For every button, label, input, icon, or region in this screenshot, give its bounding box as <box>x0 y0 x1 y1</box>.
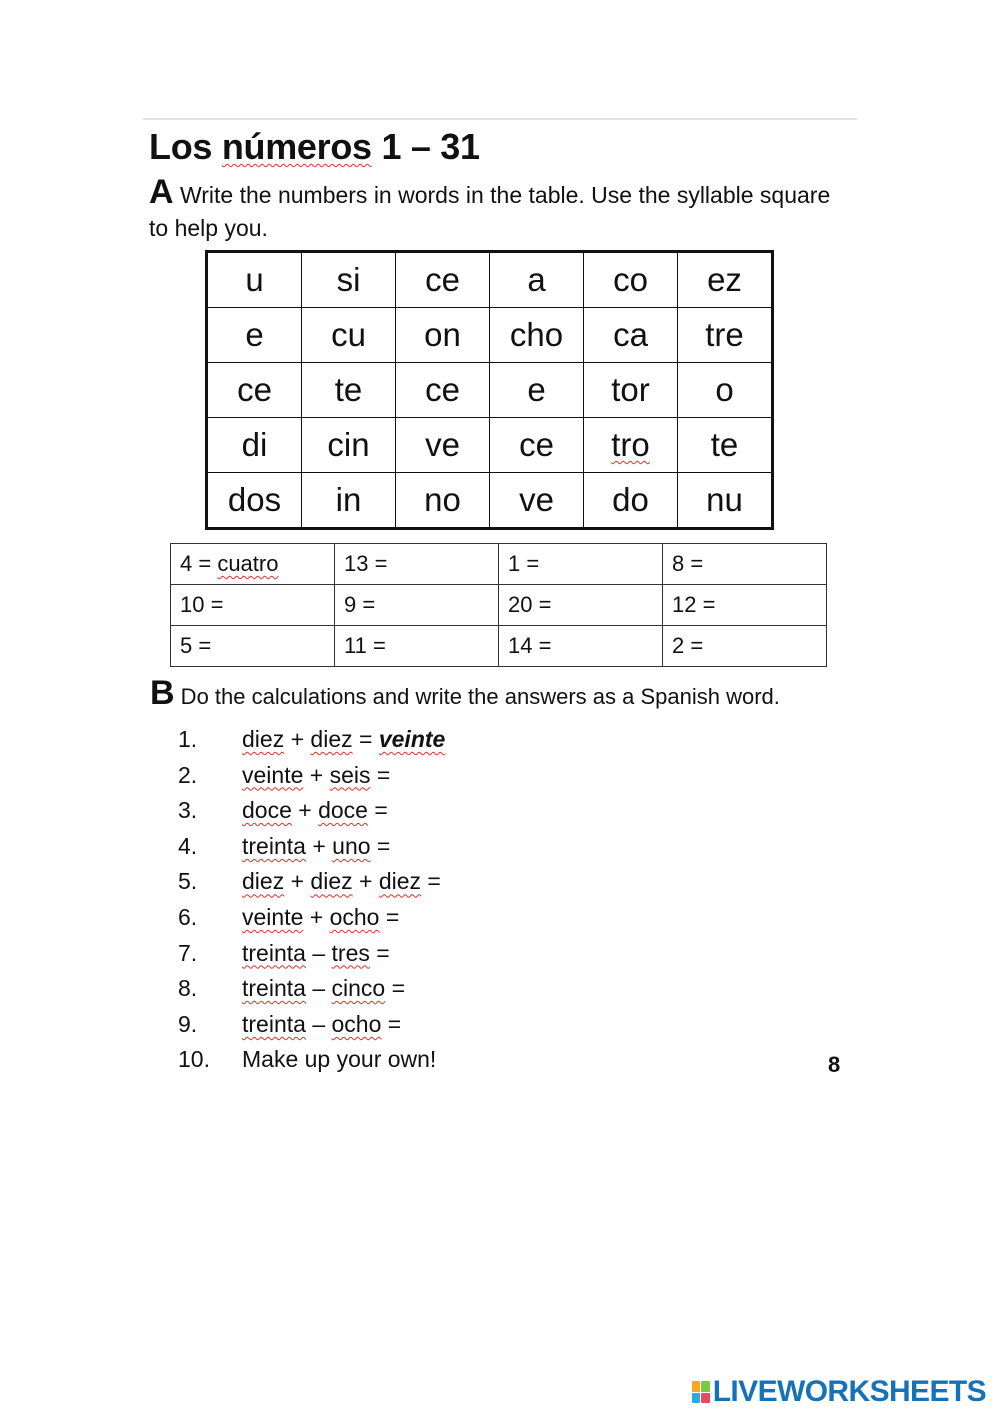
calc-equals: = <box>381 1010 402 1037</box>
calc-term: diez <box>378 868 422 895</box>
syllable-cell: te <box>678 418 773 473</box>
calc-term: diez <box>242 726 285 752</box>
answer-example: cuatro <box>217 551 279 576</box>
answer-row <box>171 585 827 626</box>
calc-item <box>178 1046 445 1082</box>
section-b-letter: B <box>150 674 175 712</box>
syllable-row <box>207 252 773 308</box>
answer-cell: 4 = cuatro <box>171 544 335 585</box>
syllable-cell: tro <box>584 418 678 473</box>
page-title: Los números 1 – 31 <box>149 126 480 167</box>
calc-number: 10. <box>178 1046 210 1073</box>
answer-cell: 8 = <box>663 544 827 585</box>
syllable-cell: ce <box>207 363 302 418</box>
calc-term: ocho <box>329 903 380 930</box>
calc-text: Make up your own! <box>242 1046 437 1073</box>
answer-cell: 14 = <box>499 626 663 667</box>
calc-item <box>178 975 445 1011</box>
calc-item <box>178 868 445 904</box>
syllable-cell: dos <box>207 473 302 529</box>
calc-number: 5. <box>178 868 198 895</box>
calc-term: ocho <box>331 1010 382 1037</box>
calc-term: cinco <box>331 975 386 1002</box>
calc-term: diez <box>310 868 353 895</box>
calc-number: 3. <box>178 797 198 824</box>
syllable-row <box>207 473 773 529</box>
logo-block <box>701 1381 710 1392</box>
calc-number: 2. <box>178 761 198 788</box>
answer-cell: 5 = <box>171 626 335 667</box>
answer-cell: 13 = <box>335 544 499 585</box>
calc-operator: – <box>305 939 332 966</box>
calc-item <box>178 904 445 940</box>
calc-operator: – <box>305 975 332 1002</box>
answer-cell: 2 = <box>663 626 827 667</box>
calc-operator: + <box>303 903 330 930</box>
syllable-square <box>205 250 774 530</box>
calc-term: diez <box>242 868 285 895</box>
answer-cell: 20 = <box>499 585 663 626</box>
calculation-list <box>178 726 445 1082</box>
calc-item <box>178 797 445 833</box>
syllable-cell: ce <box>490 418 584 473</box>
syllable-cell: u <box>207 252 302 308</box>
calc-operator: – <box>305 1010 332 1037</box>
calc-item <box>178 833 445 869</box>
section-a-letter: A <box>149 173 174 211</box>
calc-term: veinte <box>242 761 304 788</box>
calc-operator: + <box>303 761 330 788</box>
syllable-row <box>207 308 773 363</box>
syllable-cell: nu <box>678 473 773 529</box>
liveworksheets-brand <box>692 1375 986 1409</box>
syllable-cell: si <box>302 252 396 308</box>
calc-number: 4. <box>178 832 198 859</box>
calc-term: seis <box>329 761 371 788</box>
syllable-cell: ve <box>396 418 490 473</box>
calc-operator: + <box>284 868 311 895</box>
calc-item <box>178 726 445 762</box>
syllable-cell: co <box>584 252 678 308</box>
syllable-cell: te <box>302 363 396 418</box>
calc-item <box>178 940 445 976</box>
syllable-cell: e <box>490 363 584 418</box>
liveworksheets-logo-icon <box>692 1381 710 1403</box>
calc-number: 9. <box>178 1010 198 1037</box>
answer-row <box>171 544 827 585</box>
answer-cell: 1 = <box>499 544 663 585</box>
syllable-cell: do <box>584 473 678 529</box>
calc-term: treinta <box>242 832 306 859</box>
section-b-instruction: B Do the calculations and write the answers as a Spanish word. <box>150 674 780 712</box>
calc-operator: + <box>352 868 379 895</box>
syllable-cell: ce <box>396 252 490 308</box>
calc-number: 7. <box>178 939 198 966</box>
syllable-cell: ce <box>396 363 490 418</box>
calc-answer: veinte <box>378 726 446 752</box>
syllable-cell: cin <box>302 418 396 473</box>
top-divider <box>143 118 857 120</box>
section-a-instruction: A Write the numbers in words in the table. Use the syllable square to help you. <box>149 173 831 241</box>
calc-equals: = <box>379 903 400 930</box>
calc-equals: = <box>370 761 391 788</box>
calc-operator: + <box>305 832 333 859</box>
calc-number: 6. <box>178 903 198 930</box>
syllable-cell: on <box>396 308 490 363</box>
calc-equals: = <box>369 939 390 966</box>
answer-row <box>171 626 827 667</box>
calc-term: uno <box>332 832 371 859</box>
brand-text: LIVEWORKSHEETS <box>712 1375 986 1408</box>
calc-equals: = <box>370 832 391 859</box>
syllable-cell: di <box>207 418 302 473</box>
syllable-cell: a <box>490 252 584 308</box>
syllable-cell: in <box>302 473 396 529</box>
calc-term: doce <box>242 797 292 824</box>
calc-number: 1. <box>178 726 198 752</box>
calc-term: treinta <box>242 1010 306 1037</box>
calc-number: 8. <box>178 975 198 1002</box>
page-number: 8 <box>828 1052 841 1077</box>
calc-term: tres <box>331 939 370 966</box>
syllable-cell: cho <box>490 308 584 363</box>
syllable-cell: cu <box>302 308 396 363</box>
calc-equals: = <box>385 975 406 1002</box>
syllable-cell: tor <box>584 363 678 418</box>
calc-operator: + <box>284 726 311 752</box>
syllable-cell: ca <box>584 308 678 363</box>
calc-term: veinte <box>242 903 304 930</box>
syllable-row <box>207 418 773 473</box>
answer-cell: 9 = <box>335 585 499 626</box>
calc-operator: + <box>291 797 319 824</box>
syllable-cell: no <box>396 473 490 529</box>
logo-block <box>692 1381 701 1392</box>
calc-item <box>178 1011 445 1047</box>
calc-equals: = <box>421 868 441 895</box>
syllable-cell: ez <box>678 252 773 308</box>
syllable-cell: o <box>678 363 773 418</box>
calc-equals: = <box>352 726 379 752</box>
logo-block <box>701 1393 710 1404</box>
calc-term: diez <box>310 726 353 752</box>
answer-cell: 10 = <box>171 585 335 626</box>
calc-equals: = <box>367 797 388 824</box>
syllable-row <box>207 363 773 418</box>
syllable-cell: e <box>207 308 302 363</box>
answer-table <box>170 543 827 667</box>
answer-cell: 11 = <box>335 626 499 667</box>
answer-cell: 12 = <box>663 585 827 626</box>
syllable-cell: tre <box>678 308 773 363</box>
calc-item <box>178 762 445 798</box>
syllable-cell: ve <box>490 473 584 529</box>
calc-term: doce <box>318 797 368 824</box>
calc-term: treinta <box>242 975 306 1002</box>
logo-block <box>692 1393 701 1404</box>
calc-term: treinta <box>242 939 306 966</box>
